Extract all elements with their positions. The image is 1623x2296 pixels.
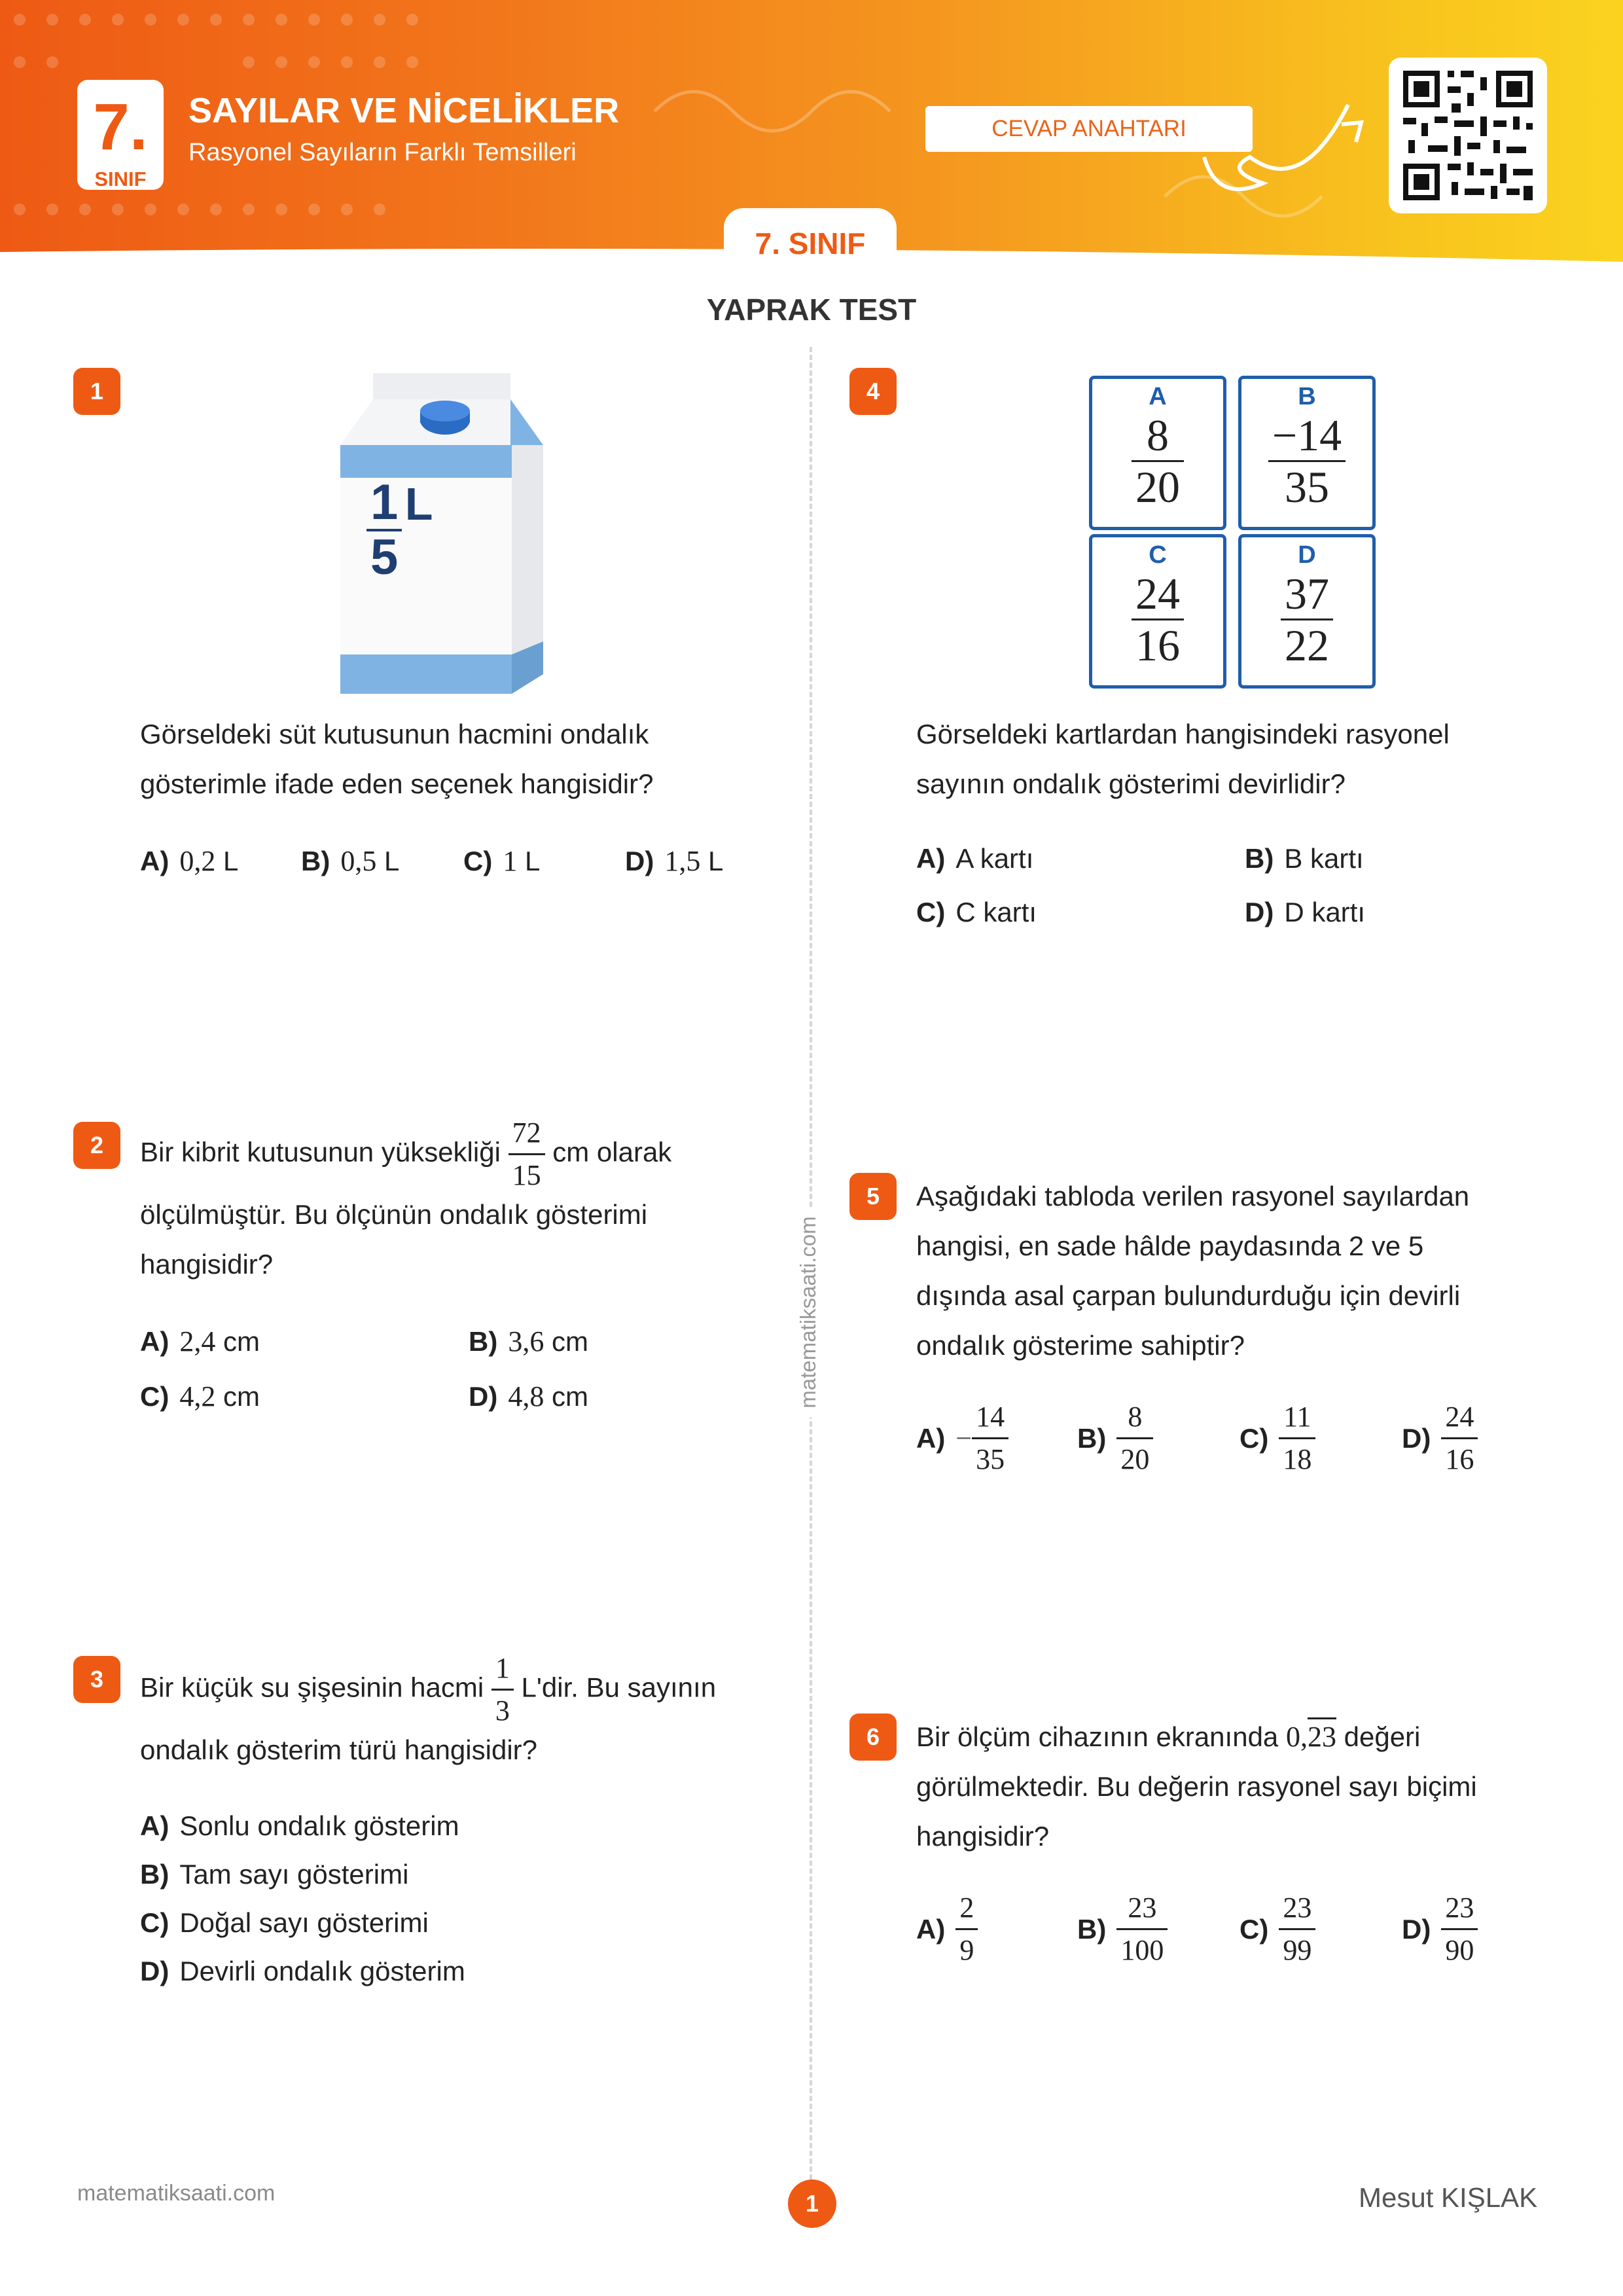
- card-a-numerator: 8: [1132, 410, 1184, 462]
- q6-option-d-denominator: 90: [1445, 1934, 1474, 1966]
- grade-word: SINIF: [94, 168, 147, 190]
- q5-option-b[interactable]: [1077, 1397, 1153, 1480]
- q5-option-c-denominator: 18: [1283, 1443, 1312, 1475]
- question-2-line-3: hangisidir?: [140, 1249, 274, 1280]
- q4-option-b[interactable]: [1245, 843, 1364, 874]
- q6-option-b[interactable]: [1077, 1888, 1168, 1971]
- q1-option-d-letter: D): [625, 846, 654, 876]
- q3-option-c-text: Doğal sayı gösterimi: [179, 1907, 429, 1938]
- card-c-denominator: 16: [1135, 620, 1180, 670]
- q4-option-c-text: C kartı: [955, 897, 1037, 927]
- card-a: [1089, 376, 1226, 530]
- q3-option-b[interactable]: [140, 1859, 408, 1890]
- q3-option-c-letter: C): [140, 1907, 169, 1938]
- card-d-letter: D: [1298, 541, 1316, 569]
- q6-option-a-numerator: 2: [955, 1888, 978, 1930]
- question-1-text: [140, 709, 768, 809]
- question-2-text-before: Bir kibrit kutusunun yüksekliği: [140, 1136, 501, 1168]
- question-5-text: [916, 1172, 1584, 1371]
- q1-option-a[interactable]: [140, 844, 238, 878]
- q5-option-d-numerator: 24: [1441, 1397, 1478, 1439]
- q5-option-a[interactable]: [916, 1397, 1008, 1480]
- question-5-line-4: ondalık gösterime sahiptir?: [916, 1330, 1245, 1361]
- question-3-line-1: [140, 1648, 716, 1731]
- question-1-line-2: gösterimle ifade eden seçenek hangisidir?: [140, 768, 654, 799]
- question-2-text: [140, 1190, 768, 1289]
- q1-option-c[interactable]: [463, 844, 540, 878]
- q6-option-c-fraction: [1279, 1888, 1315, 1971]
- footer-author: Mesut KIŞLAK: [1359, 2182, 1538, 2213]
- q4-option-d-text: D kartı: [1284, 897, 1366, 927]
- side-url: matematiksaati.com: [796, 1207, 821, 1417]
- grade-badge: [77, 80, 164, 190]
- q3-option-a[interactable]: [140, 1810, 459, 1842]
- question-6-text: [916, 1762, 1584, 1861]
- q5-option-c-fraction: [1279, 1397, 1315, 1480]
- milk-numerator: 1: [366, 476, 402, 531]
- q5-option-b-letter: B): [1077, 1422, 1107, 1454]
- question-1-line-1: Görseldeki süt kutusunun hacmini ondalık: [140, 719, 649, 749]
- test-title: YAPRAK TEST: [706, 293, 917, 327]
- q2-option-c-value: 4,2: [179, 1380, 216, 1412]
- q5-option-a-letter: A): [916, 1422, 946, 1454]
- q4-option-d[interactable]: [1245, 897, 1365, 928]
- q1-option-a-letter: A): [140, 846, 169, 876]
- q6-option-b-denominator: 100: [1120, 1934, 1164, 1966]
- q1-option-b-letter: B): [301, 846, 330, 876]
- question-6-value-repeat: 23: [1308, 1717, 1336, 1753]
- q3-option-b-letter: B): [140, 1859, 169, 1890]
- q6-option-a-denominator: 9: [959, 1934, 974, 1966]
- q5-option-b-denominator: 20: [1120, 1443, 1150, 1475]
- q1-option-c-unit: L: [525, 846, 541, 876]
- question-6-line-3: hangisidir?: [916, 1821, 1050, 1852]
- qr-code-icon: [1389, 58, 1547, 213]
- question-number-5: 5: [849, 1173, 897, 1220]
- question-6-line-2: görülmektedir. Bu değerin rasyonel sayı biçimi: [916, 1771, 1477, 1802]
- q2-option-d-unit: cm: [552, 1381, 588, 1412]
- question-3-numerator: 1: [491, 1648, 514, 1691]
- qr-code[interactable]: [1389, 58, 1547, 213]
- q2-option-a-letter: A): [140, 1326, 169, 1357]
- q3-option-b-text: Tam sayı gösterimi: [179, 1859, 409, 1890]
- question-2-denominator: 15: [512, 1159, 541, 1191]
- q3-option-d-letter: D): [140, 1956, 169, 1986]
- q5-option-a-denominator: 35: [976, 1443, 1005, 1475]
- q6-option-a-fraction: [955, 1888, 978, 1971]
- q6-option-d-fraction: [1441, 1888, 1478, 1971]
- q4-option-b-letter: B): [1245, 843, 1274, 874]
- grade-number: 7.: [93, 90, 148, 164]
- question-3-text-before: Bir küçük su şişesinin hacmi: [140, 1672, 484, 1703]
- q5-option-a-sign: −: [955, 1422, 972, 1454]
- q6-option-d[interactable]: [1402, 1888, 1478, 1971]
- grade-tab: 7. SINIF: [724, 208, 897, 268]
- card-c-letter: C: [1149, 541, 1167, 569]
- page-number: 1: [788, 2179, 836, 2228]
- footer-url[interactable]: matematiksaati.com: [77, 2181, 276, 2206]
- q2-option-a-value: 2,4: [179, 1325, 216, 1357]
- unit-subtitle: Rasyonel Sayıların Farklı Temsilleri: [188, 139, 577, 166]
- question-2-line-1: [140, 1113, 671, 1196]
- milk-denominator: 5: [370, 529, 399, 585]
- card-a-letter: A: [1149, 383, 1167, 410]
- question-6-text-after: değeri: [1344, 1721, 1421, 1752]
- milk-carton: [340, 373, 543, 694]
- q1-option-b[interactable]: [301, 844, 399, 878]
- q4-option-b-text: B kartı: [1284, 843, 1364, 874]
- question-5-line-1: Aşağıdaki tabloda verilen rasyonel sayılardan: [916, 1181, 1470, 1211]
- card-c-numerator: 24: [1132, 569, 1184, 620]
- q5-option-b-fraction: [1116, 1397, 1153, 1480]
- q5-option-d-fraction: [1441, 1397, 1478, 1480]
- question-2-numerator: 72: [508, 1113, 545, 1155]
- question-3-text-after: L'dir. Bu sayının: [521, 1672, 717, 1703]
- card-a-denominator: 20: [1135, 462, 1180, 512]
- milk-fraction: [366, 476, 402, 584]
- q5-option-a-fraction: [972, 1397, 1008, 1480]
- q2-option-a-unit: cm: [223, 1326, 260, 1357]
- question-6-text-before: Bir ölçüm cihazının ekranında: [916, 1721, 1279, 1752]
- q3-option-d-text: Devirli ondalık gösterim: [179, 1956, 465, 1986]
- q1-option-b-unit: L: [384, 846, 400, 876]
- q5-option-d-denominator: 16: [1445, 1443, 1474, 1475]
- q4-option-a-letter: A): [916, 843, 946, 874]
- q2-option-d-letter: D): [469, 1381, 498, 1412]
- q2-option-b-letter: B): [469, 1326, 498, 1357]
- q2-option-b-unit: cm: [552, 1326, 588, 1357]
- milk-label: [366, 476, 433, 584]
- q3-option-a-text: Sonlu ondalık gösterim: [179, 1810, 459, 1841]
- card-b-denominator: 35: [1284, 462, 1329, 512]
- milk-unit: L: [404, 478, 433, 529]
- question-3-denominator: 3: [495, 1695, 510, 1727]
- card-d-numerator: 37: [1281, 569, 1333, 620]
- q1-option-b-value: 0,5: [340, 845, 377, 877]
- q3-option-a-letter: A): [140, 1810, 169, 1841]
- question-3-line-2: ondalık gösterim türü hangisidir?: [140, 1734, 537, 1765]
- q6-option-c-numerator: 23: [1279, 1888, 1315, 1930]
- q2-option-c[interactable]: [140, 1380, 260, 1413]
- question-6-line-1: [916, 1712, 1420, 1762]
- q6-option-b-letter: B): [1077, 1913, 1107, 1945]
- card-d: [1238, 534, 1376, 689]
- q3-option-d[interactable]: [140, 1956, 465, 1987]
- question-number-4: 4: [849, 368, 897, 415]
- q5-option-c-letter: C): [1240, 1422, 1269, 1454]
- q4-option-a[interactable]: [916, 843, 1033, 874]
- q6-option-a-letter: A): [916, 1913, 946, 1945]
- question-3-fraction: [491, 1648, 514, 1731]
- q3-option-c[interactable]: [140, 1907, 429, 1939]
- q6-option-c[interactable]: [1240, 1888, 1315, 1971]
- question-number-3: 3: [73, 1656, 120, 1703]
- answer-key-button[interactable]: CEVAP ANAHTARI: [925, 106, 1253, 152]
- q2-option-c-unit: cm: [223, 1381, 260, 1412]
- question-2-line-2: ölçülmüştür. Bu ölçünün ondalık gösterimi: [140, 1199, 648, 1230]
- q1-option-c-value: 1: [503, 845, 518, 877]
- header-banner: [0, 0, 1623, 268]
- card-d-fraction: [1281, 569, 1333, 670]
- q6-option-c-denominator: 99: [1283, 1934, 1312, 1966]
- q6-option-a[interactable]: [916, 1888, 978, 1971]
- q1-option-a-value: 0,2: [179, 845, 216, 877]
- q4-option-a-text: A kartı: [955, 843, 1034, 874]
- question-5-line-3: dışında asal çarpan bulundurduğu için devirli: [916, 1280, 1461, 1311]
- q1-option-d-value: 1,5: [664, 845, 701, 877]
- q2-option-d[interactable]: [469, 1380, 588, 1413]
- q2-option-a[interactable]: [140, 1325, 260, 1358]
- q2-option-c-letter: C): [140, 1381, 169, 1412]
- question-2-fraction: [508, 1113, 545, 1196]
- q5-option-d-letter: D): [1402, 1422, 1431, 1454]
- question-6-value: [1286, 1717, 1336, 1753]
- q1-option-a-unit: L: [223, 846, 239, 876]
- unit-title: SAYILAR VE NİCELİKLER: [188, 91, 620, 130]
- q5-option-c[interactable]: [1240, 1397, 1315, 1480]
- q6-option-d-letter: D): [1402, 1913, 1431, 1945]
- question-number-6: 6: [849, 1713, 897, 1761]
- question-4-line-2: sayının ondalık gösterimi devirlidir?: [916, 768, 1346, 799]
- question-4-text: [916, 709, 1571, 809]
- q4-option-c-letter: C): [916, 897, 946, 927]
- q6-option-b-numerator: 23: [1116, 1888, 1168, 1930]
- q2-option-d-value: 4,8: [508, 1380, 544, 1412]
- question-2-text-after: cm olarak: [552, 1136, 672, 1168]
- card-d-denominator: 22: [1285, 620, 1329, 670]
- question-6-value-int: 0,: [1285, 1721, 1308, 1753]
- card-c: [1089, 534, 1226, 689]
- card-b: [1238, 376, 1376, 530]
- q5-option-b-numerator: 8: [1116, 1397, 1153, 1439]
- question-number-1: 1: [73, 368, 120, 415]
- question-number-2: 2: [73, 1122, 120, 1169]
- card-b-fraction: [1268, 410, 1346, 512]
- card-b-numerator: −14: [1268, 410, 1346, 462]
- q6-option-b-fraction: [1116, 1888, 1168, 1971]
- card-c-fraction: [1132, 569, 1184, 670]
- question-5-line-2: hangisi, en sade hâlde paydasında 2 ve 5: [916, 1230, 1424, 1261]
- card-b-letter: B: [1298, 383, 1316, 410]
- q1-option-d[interactable]: [625, 844, 723, 878]
- q4-option-c[interactable]: [916, 897, 1037, 928]
- q6-option-c-letter: C): [1240, 1913, 1269, 1945]
- q1-option-c-letter: C): [463, 846, 493, 876]
- q2-option-b[interactable]: [469, 1325, 588, 1358]
- q4-option-d-letter: D): [1245, 897, 1274, 927]
- q5-option-a-numerator: 14: [972, 1397, 1008, 1439]
- card-a-fraction: [1132, 410, 1184, 512]
- q5-option-d[interactable]: [1402, 1397, 1478, 1480]
- q2-option-b-value: 3,6: [508, 1325, 544, 1357]
- q1-option-d-unit: L: [708, 846, 724, 876]
- q6-option-d-numerator: 23: [1441, 1888, 1478, 1930]
- q5-option-c-numerator: 11: [1279, 1397, 1315, 1439]
- question-4-line-1: Görseldeki kartlardan hangisindeki rasyonel: [916, 719, 1450, 749]
